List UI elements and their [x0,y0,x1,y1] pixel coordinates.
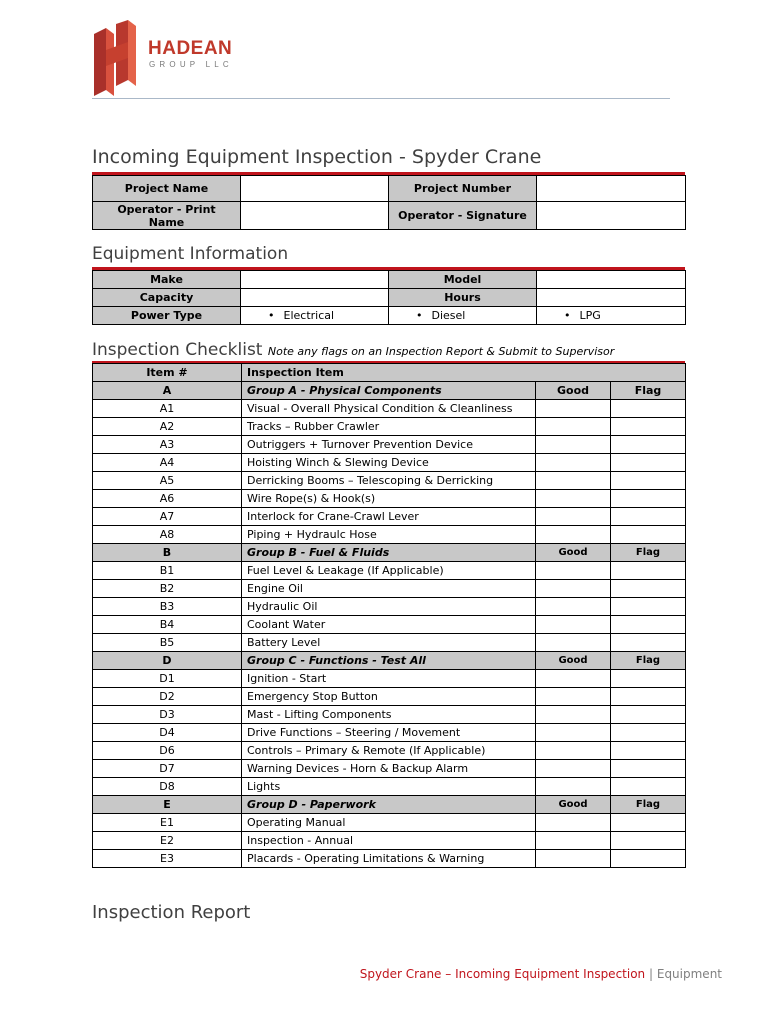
page-footer [360,967,722,981]
table-row [93,490,686,508]
col-inspection-header: Inspection Item [242,364,686,382]
flag-column-header: Flag [611,382,686,400]
item-number: B2 [93,580,242,598]
good-checkbox-cell[interactable] [536,742,611,760]
table-row [93,598,686,616]
item-number: B5 [93,634,242,652]
flag-column-header: Flag [611,652,686,670]
bullet-icon: • [268,308,275,322]
flag-checkbox-cell[interactable] [611,706,686,724]
flag-checkbox-cell[interactable] [611,670,686,688]
inspection-item: Wire Rope(s) & Hook(s) [242,490,536,508]
good-checkbox-cell[interactable] [536,814,611,832]
flag-checkbox-cell[interactable] [611,454,686,472]
item-number: A5 [93,472,242,490]
flag-checkbox-cell[interactable] [611,418,686,436]
table-row [93,670,686,688]
table-row [93,688,686,706]
flag-checkbox-cell[interactable] [611,778,686,796]
inspection-item: Hoisting Winch & Slewing Device [242,454,536,472]
good-checkbox-cell[interactable] [536,472,611,490]
good-checkbox-cell[interactable] [536,526,611,544]
good-checkbox-cell[interactable] [536,616,611,634]
flag-checkbox-cell[interactable] [611,436,686,454]
flag-checkbox-cell[interactable] [611,634,686,652]
hours-field[interactable] [537,289,686,307]
item-number: B1 [93,562,242,580]
bullet-icon: • [564,308,571,322]
inspection-item: Tracks – Rubber Crawler [242,418,536,436]
inspection-item: Battery Level [242,634,536,652]
item-number: D7 [93,760,242,778]
item-number: B4 [93,616,242,634]
inspection-item: Visual - Overall Physical Condition & Cleanliness [242,400,536,418]
hadean-logo-mark-icon [92,20,138,96]
bullet-icon: • [416,308,423,322]
flag-checkbox-cell[interactable] [611,526,686,544]
good-checkbox-cell[interactable] [536,454,611,472]
item-number: A2 [93,418,242,436]
item-number: A6 [93,490,242,508]
operator-signature-label: Operator - Signature [389,202,537,230]
inspection-item: Placards - Operating Limitations & Warning [242,850,536,868]
group-title: Group D - Paperwork [242,796,536,814]
flag-checkbox-cell[interactable] [611,562,686,580]
checklist-title: Inspection Checklist [92,340,263,360]
inspection-item: Fuel Level & Leakage (If Applicable) [242,562,536,580]
operator-print-label: Operator - Print Name [93,202,241,230]
good-checkbox-cell[interactable] [536,634,611,652]
group-title: Group A - Physical Components [242,382,536,400]
good-checkbox-cell[interactable] [536,850,611,868]
flag-checkbox-cell[interactable] [611,814,686,832]
good-checkbox-cell[interactable] [536,580,611,598]
power-type-label: Power Type [93,307,241,325]
table-row [93,418,686,436]
inspection-item: Emergency Stop Button [242,688,536,706]
capacity-field[interactable] [241,289,389,307]
power-option-lpg[interactable] [537,307,686,325]
good-checkbox-cell[interactable] [536,400,611,418]
table-row [93,400,686,418]
item-number: D8 [93,778,242,796]
inspection-item: Mast - Lifting Components [242,706,536,724]
power-option-label: Diesel [431,308,466,322]
good-checkbox-cell[interactable] [536,562,611,580]
checklist-note: Note any flags on an Inspection Report & Submit to Supervisor [267,345,615,358]
inspection-item: Interlock for Crane-Crawl Lever [242,508,536,526]
inspection-item: Derricking Booms – Telescoping & Derricking [242,472,536,490]
item-number: A7 [93,508,242,526]
table-row [93,526,686,544]
item-number: D4 [93,724,242,742]
item-number: D1 [93,670,242,688]
company-logo [92,20,252,96]
equipment-table [92,270,686,325]
inspection-item: Outriggers + Turnover Prevention Device [242,436,536,454]
flag-checkbox-cell[interactable] [611,472,686,490]
capacity-label: Capacity [93,289,241,307]
item-number: E1 [93,814,242,832]
good-checkbox-cell[interactable] [536,760,611,778]
item-number: A4 [93,454,242,472]
good-column-header: Good [536,544,611,562]
project-number-field[interactable] [537,176,686,202]
item-number: A8 [93,526,242,544]
inspection-item: Drive Functions – Steering / Movement [242,724,536,742]
project-name-field[interactable] [241,176,389,202]
group-header-row [93,796,686,814]
group-code: A [93,382,242,400]
inspection-item: Coolant Water [242,616,536,634]
group-code: E [93,796,242,814]
footer-document-title: Spyder Crane – Incoming Equipment Inspection [359,967,646,981]
operator-print-field[interactable] [241,202,389,230]
table-row [93,850,686,868]
report-heading: Inspection Report [92,902,251,923]
table-row [93,472,686,490]
table-row [93,508,686,526]
model-field[interactable] [537,271,686,289]
item-number: A1 [93,400,242,418]
flag-checkbox-cell[interactable] [611,508,686,526]
item-number: E2 [93,832,242,850]
inspection-item: Hydraulic Oil [242,598,536,616]
good-checkbox-cell[interactable] [536,670,611,688]
flag-checkbox-cell[interactable] [611,832,686,850]
table-row [93,832,686,850]
group-header-row [93,544,686,562]
good-checkbox-cell[interactable] [536,778,611,796]
item-number: D2 [93,688,242,706]
inspection-item: Ignition - Start [242,670,536,688]
flag-checkbox-cell[interactable] [611,688,686,706]
good-column-header: Good [536,652,611,670]
inspection-item: Piping + Hydraulc Hose [242,526,536,544]
flag-checkbox-cell[interactable] [611,490,686,508]
good-column-header: Good [536,382,611,400]
equipment-heading: Equipment Information [92,244,289,264]
model-label: Model [389,271,537,289]
group-code: D [93,652,242,670]
flag-checkbox-cell[interactable] [611,598,686,616]
inspection-item: Controls – Primary & Remote (If Applicable) [242,742,536,760]
group-header-row [93,652,686,670]
power-option-label: Electrical [283,308,335,322]
inspection-item: Warning Devices - Horn & Backup Alarm [242,760,536,778]
good-checkbox-cell[interactable] [536,508,611,526]
inspection-item: Engine Oil [242,580,536,598]
power-option-diesel[interactable] [389,307,537,325]
flag-checkbox-cell[interactable] [611,400,686,418]
brand-subtitle: GROUP LLC [149,60,233,69]
good-checkbox-cell[interactable] [536,706,611,724]
table-row [93,760,686,778]
inspection-item: Inspection - Annual [242,832,536,850]
power-option-electrical[interactable] [241,307,389,325]
group-header-row [93,382,686,400]
item-number: A3 [93,436,242,454]
good-checkbox-cell[interactable] [536,436,611,454]
table-row [93,562,686,580]
flag-checkbox-cell[interactable] [611,742,686,760]
make-field[interactable] [241,271,389,289]
group-code: B [93,544,242,562]
good-column-header: Good [536,796,611,814]
table-row [93,706,686,724]
table-row [93,634,686,652]
power-option-label: LPG [579,308,601,322]
table-row [93,814,686,832]
good-checkbox-cell[interactable] [536,418,611,436]
footer-section: Equipment [656,967,722,981]
table-row [93,580,686,598]
checklist-table [92,363,686,868]
page-title: Incoming Equipment Inspection - Spyder Crane [92,146,542,168]
header-divider [92,98,670,99]
table-row [93,742,686,760]
item-number: D3 [93,706,242,724]
table-row [93,724,686,742]
flag-column-header: Flag [611,796,686,814]
flag-checkbox-cell[interactable] [611,724,686,742]
make-label: Make [93,271,241,289]
brand-name: HADEAN [148,38,233,59]
footer-separator: | [648,967,654,981]
table-row [93,616,686,634]
item-number: E3 [93,850,242,868]
good-checkbox-cell[interactable] [536,490,611,508]
flag-column-header: Flag [611,544,686,562]
flag-checkbox-cell[interactable] [611,850,686,868]
operator-signature-field[interactable] [537,202,686,230]
inspection-item: Lights [242,778,536,796]
good-checkbox-cell[interactable] [536,832,611,850]
good-checkbox-cell[interactable] [536,688,611,706]
flag-checkbox-cell[interactable] [611,760,686,778]
table-row [93,454,686,472]
good-checkbox-cell[interactable] [536,598,611,616]
table-row [93,778,686,796]
project-table [92,175,686,230]
project-name-label: Project Name [93,176,241,202]
group-title: Group C - Functions - Test All [242,652,536,670]
item-number: D6 [93,742,242,760]
item-number: B3 [93,598,242,616]
col-item-header: Item # [93,364,242,382]
inspection-item: Operating Manual [242,814,536,832]
project-number-label: Project Number [389,176,537,202]
good-checkbox-cell[interactable] [536,724,611,742]
flag-checkbox-cell[interactable] [611,580,686,598]
group-title: Group B - Fuel & Fluids [242,544,536,562]
table-row [93,436,686,454]
flag-checkbox-cell[interactable] [611,616,686,634]
checklist-heading [92,340,614,360]
hours-label: Hours [389,289,537,307]
